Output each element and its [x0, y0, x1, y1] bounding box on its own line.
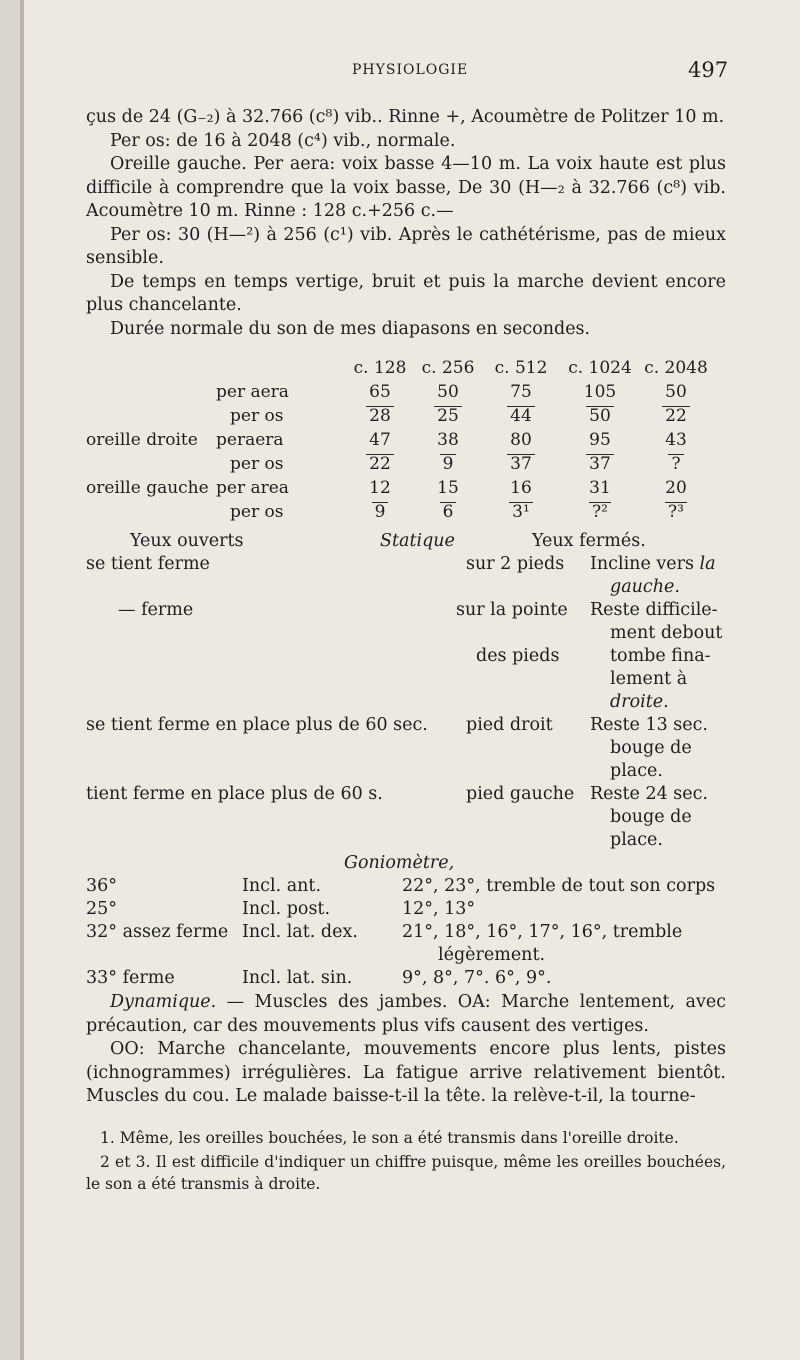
value-text: ?³	[665, 502, 687, 522]
row-value	[560, 428, 640, 452]
running-header: PHYSIOLOGIE	[352, 62, 469, 78]
statique-r1-left: se tient ferme	[86, 554, 210, 574]
row-value	[560, 404, 640, 428]
row-value	[560, 476, 640, 500]
statique-r2-mid-a: sur la pointe	[456, 600, 568, 620]
statique-r3-right-b: bouge de	[610, 738, 692, 758]
col-header: c. 256	[421, 358, 475, 378]
value-text: 9	[440, 454, 457, 474]
value-text: 37	[586, 454, 614, 474]
row-value	[482, 500, 560, 524]
row-value	[346, 428, 414, 452]
col-header: c. 512	[494, 358, 548, 378]
value-text: 6	[440, 502, 457, 522]
statique-left-head: Yeux ouverts	[130, 531, 244, 551]
col-header: c. 1024	[568, 358, 632, 378]
statique-r4-mid: pied gauche	[466, 784, 575, 804]
statique-right-head: Yeux fermés.	[532, 531, 646, 551]
value-text: 9	[372, 502, 389, 522]
value-text: 31	[589, 478, 611, 498]
row-value	[482, 380, 560, 404]
duration-table-header	[86, 356, 712, 380]
gonio-row-3-b: Incl. lat. dex.	[242, 922, 358, 942]
row-group	[86, 500, 216, 524]
row-mode: per area	[216, 478, 289, 498]
row-value	[482, 452, 560, 476]
gonio-row-3-c: 21°, 18°, 16°, 17°, 16°, tremble	[402, 922, 683, 942]
row-value	[560, 500, 640, 524]
value-text: 43	[665, 430, 687, 450]
row-group	[86, 380, 216, 404]
dynamique-paragraph-1	[86, 991, 726, 1038]
dynamique-p1: — Muscles des jambes. OA: Marche lentement, avec précaution, car des mouvements plus vifs causent des vertiges.	[86, 992, 726, 1036]
row-value	[640, 476, 712, 500]
value-text: 20	[665, 478, 687, 498]
row-value	[640, 404, 712, 428]
goniometre-title: Goniomètre,	[344, 853, 455, 873]
row-value	[482, 428, 560, 452]
row-value	[346, 500, 414, 524]
value-text: 15	[437, 478, 459, 498]
value-text: ?²	[589, 502, 611, 522]
duration-table-row	[86, 380, 712, 404]
value-text: 12	[369, 478, 391, 498]
row-mode: per os	[230, 454, 284, 474]
row-value	[346, 404, 414, 428]
row-value	[414, 428, 482, 452]
row-group	[86, 452, 216, 476]
row-value	[560, 452, 640, 476]
duration-table-row	[86, 476, 712, 500]
row-value	[414, 380, 482, 404]
paragraph-1: çus de 24 (G₋₂) à 32.766 (c⁸) vib.. Rinne +, Acoumètre de Politzer 10 m.	[86, 107, 725, 127]
statique-r3-right-a: Reste 13 sec.	[590, 715, 708, 735]
statique-r2-left: — ferme	[118, 600, 194, 620]
statique-r2-right-d: lement à	[610, 669, 688, 689]
row-value	[640, 380, 712, 404]
duration-table-row	[86, 428, 712, 452]
gonio-row-3-a: 32° assez ferme	[86, 922, 229, 942]
value-text: 80	[510, 430, 532, 450]
statique-r4-right-c: place.	[610, 830, 663, 850]
row-value	[640, 500, 712, 524]
row-value	[414, 404, 482, 428]
statique-r2-right-c: tombe fina-	[610, 646, 711, 666]
statique-r3-right-c: place.	[610, 761, 663, 781]
duration-table-row	[86, 452, 712, 476]
row-group: oreille droite	[86, 430, 198, 450]
statique-r2-right-b: ment debout	[610, 623, 723, 643]
duration-table-row	[86, 500, 712, 524]
value-text: 95	[589, 430, 611, 450]
value-text: 50	[586, 406, 614, 426]
row-mode: per os	[230, 406, 284, 426]
statique-r3-left: se tient ferme en place plus de 60 sec.	[86, 715, 428, 735]
dynamique-paragraph-2: OO: Marche chancelante, mouvements encore plus lents, pistes (ichnogrammes) irrégulières. La fatigue arrive relativement bientôt. Muscles du cou. Le malade baisse-t-il la tête. la relève-t-il, la tourne-	[86, 1039, 726, 1106]
value-text: 50	[437, 382, 459, 402]
page	[20, 0, 800, 1360]
row-mode: per os	[230, 502, 284, 522]
paragraph-3: Oreille gauche. Per aera: voix basse 4—10 m. La voix haute est plus difficile à comprendre que la voix basse, De 30 (H—₂ à 32.766 (c⁸) vib. Acoumètre 10 m. Rinne : 128 c.+256 c.—	[86, 154, 726, 221]
page-number: 497	[688, 58, 729, 82]
statique-r3-mid: pied droit	[466, 715, 553, 735]
statique-r1-right-c: gauche.	[610, 577, 680, 597]
statique-r2-right-a: Reste difficile-	[590, 600, 718, 620]
row-value	[560, 380, 640, 404]
statique-r1-mid: sur 2 pieds	[466, 554, 565, 574]
row-value	[346, 380, 414, 404]
paragraph-6: Durée normale du son de mes diapasons en secondes.	[110, 318, 591, 339]
dynamique-label: Dynamique.	[110, 992, 217, 1012]
row-mode: peraera	[216, 430, 284, 450]
gonio-row-2-a: 25°	[86, 899, 118, 919]
statique-r1-right-b: la	[699, 554, 716, 574]
gonio-row-4-a: 33° ferme	[86, 968, 175, 988]
gonio-row-4-b: Incl. lat. sin.	[242, 968, 353, 988]
value-text: ?	[668, 454, 683, 474]
col-header: c. 128	[353, 358, 407, 378]
value-text: 50	[665, 382, 687, 402]
gonio-row-1-a: 36°	[86, 876, 118, 896]
gonio-row-1-c: 22°, 23°, tremble de tout son corps	[402, 876, 716, 896]
row-value	[346, 476, 414, 500]
statique-title: Statique	[380, 531, 455, 551]
value-text: 28	[366, 406, 394, 426]
paragraph-4: Per os: 30 (H—²) à 256 (c¹) vib. Après le cathétérisme, pas de mieux sensible.	[86, 224, 726, 268]
value-text: 47	[369, 430, 391, 450]
row-value	[640, 428, 712, 452]
value-text: 44	[507, 406, 535, 426]
row-value	[640, 452, 712, 476]
value-text: 22	[662, 406, 690, 426]
col-header: c. 2048	[644, 358, 708, 378]
statique-r2-mid-b: des pieds	[476, 646, 560, 666]
footnote-1: 1. Même, les oreilles bouchées, le son a été transmis dans l'oreille droite.	[100, 1129, 679, 1147]
footnote-2: 2 et 3. Il est difficile d'indiquer un chiffre puisque, même les oreilles bouchées, le son a été transmis à droite.	[86, 1153, 726, 1193]
row-group: oreille gauche	[86, 478, 209, 498]
row-mode: per aera	[216, 382, 289, 402]
row-value	[414, 500, 482, 524]
value-text: 38	[437, 430, 459, 450]
gonio-row-2-b: Incl. post.	[242, 899, 331, 919]
row-value	[482, 476, 560, 500]
body-text	[86, 106, 726, 341]
gonio-row-2-c: 12°, 13°	[402, 899, 476, 919]
value-text: 3¹	[509, 502, 533, 522]
value-text: 16	[510, 478, 532, 498]
gonio-row-4-c: 9°, 8°, 7°. 6°, 9°.	[402, 968, 552, 988]
value-text: 75	[510, 382, 532, 402]
dynamique-text	[86, 991, 726, 1109]
value-text: 22	[366, 454, 394, 474]
statique-r1-right	[590, 553, 716, 576]
row-value	[482, 404, 560, 428]
paragraph-5: De temps en temps vertige, bruit et puis la marche devient encore plus chancelante.	[86, 271, 726, 315]
value-text: 37	[507, 454, 535, 474]
gonio-row-1-b: Incl. ant.	[242, 876, 322, 896]
gonio-row-3-c2: légèrement.	[438, 945, 546, 965]
row-value	[346, 452, 414, 476]
duration-table-row	[86, 404, 712, 428]
row-value	[414, 452, 482, 476]
statique-r4-right-b: bouge de	[610, 807, 692, 827]
statique-r2-right-e: droite.	[610, 692, 669, 712]
footnotes	[86, 1127, 726, 1195]
statique-r4-right-a: Reste 24 sec.	[590, 784, 708, 804]
statique-r4-left: tient ferme en place plus de 60 s.	[86, 784, 383, 804]
row-group	[86, 404, 216, 428]
page-edge	[20, 0, 24, 1360]
row-value	[414, 476, 482, 500]
value-text: 105	[583, 382, 617, 402]
value-text: 65	[369, 382, 391, 402]
statique-r1-right-a: Incline vers	[590, 554, 700, 574]
duration-table	[86, 356, 712, 524]
value-text: 25	[434, 406, 462, 426]
paragraph-2: Per os: de 16 à 2048 (c⁴) vib., normale.	[110, 130, 456, 151]
